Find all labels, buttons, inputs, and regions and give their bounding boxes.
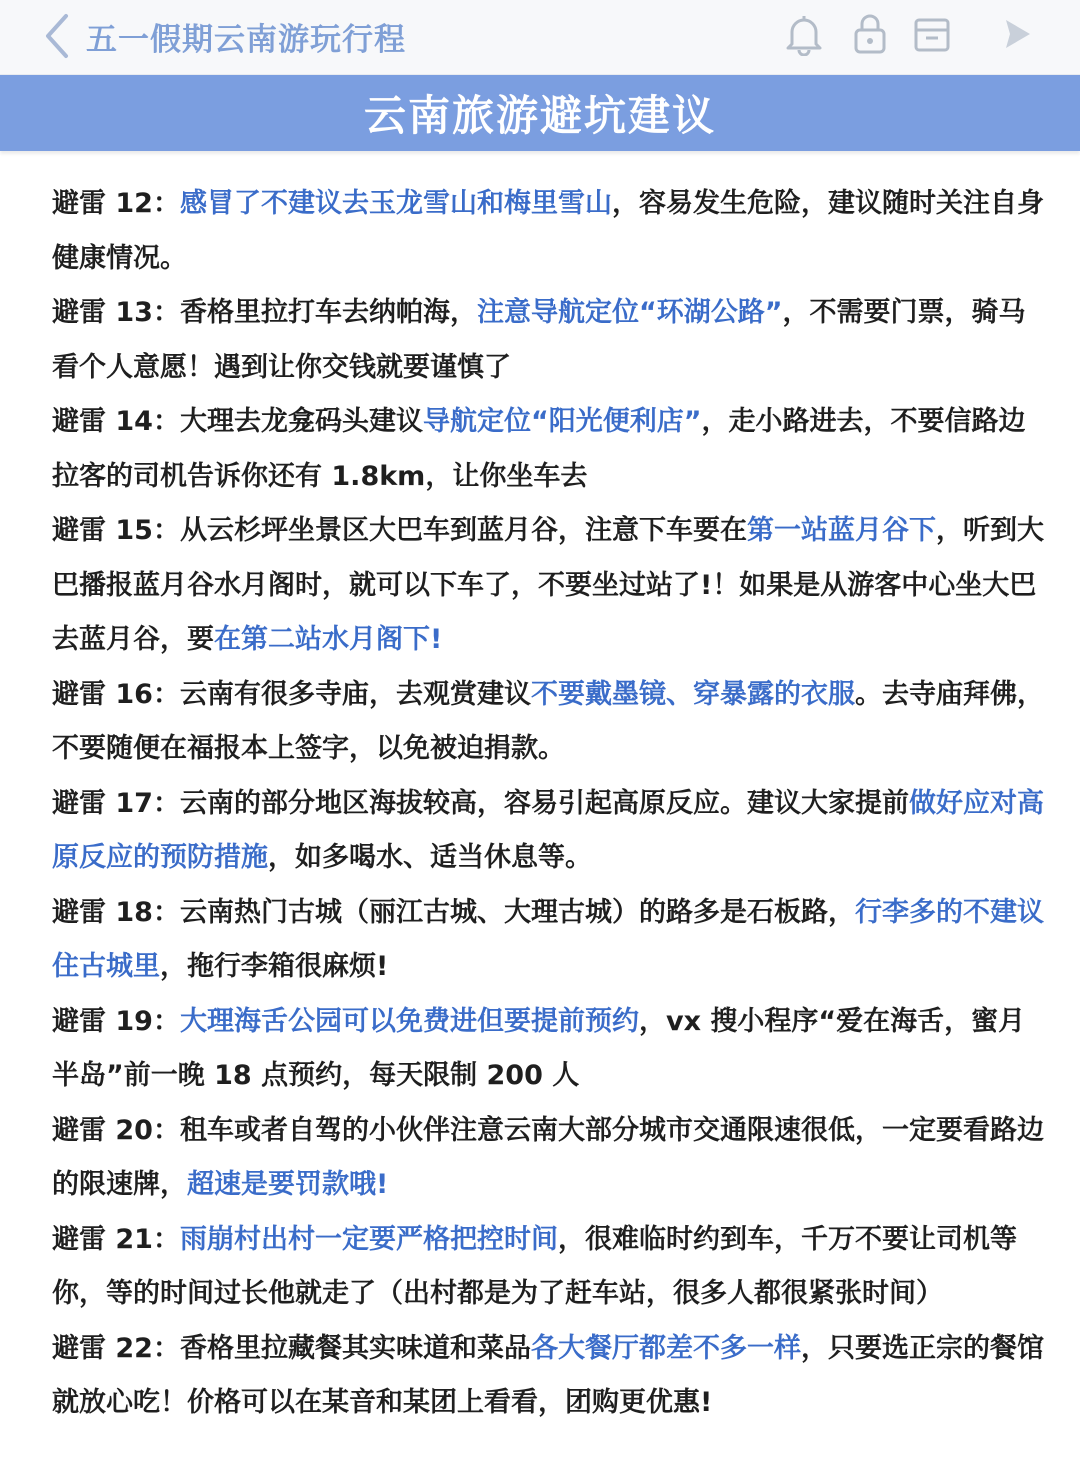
bell-icon[interactable] [784,12,824,56]
banner-title: 云南旅游避坑建议 [363,91,716,140]
tip-highlight-text: 第一站蓝月谷下 [746,515,936,546]
tip-item [52,1322,1046,1431]
tip-text: ，只要选正宗的餐馆就放心吃！价格可以在某音和某团上看看，团购更优惠! [52,1332,1044,1418]
tip-item [52,995,1046,1104]
tip-item [52,177,1046,286]
tip-text: 避雷 16：云南有很多寺庙，去观赏建议 [52,678,531,710]
tip-highlight-text: 各大餐厅都差不多一样 [530,1332,801,1364]
tip-highlight-text: 大理海舌公园可以免费进但要提前预约 [179,1005,639,1037]
tip-item [52,395,1046,504]
tip-text: 避雷 19： [52,1005,180,1037]
tip-text: 避雷 20：租车或者自驾的小伙伴注意云南大部分城市交通限速很低，一定要看路边的限速牌， [52,1114,1044,1200]
tip-text: ，不需要门票，骑马 看个人意愿！遇到让你交钱就要谨慎了 [52,297,1080,383]
archive-icon[interactable] [912,12,952,56]
tip-text: ，容易发生危险，建议随时关注自身健康情况。 [52,188,1044,274]
tip-text: 避雷 12： [52,188,180,219]
tip-item [52,668,1046,777]
tip-highlight-text: 超速是要罚款哦! [187,1169,389,1200]
tips-list [0,151,1080,1431]
tip-highlight-text: 感冒了不建议去玉龙雪山和梅里雪山 [179,188,612,219]
tip-text: ，如多喝水、适当休息等。 [268,842,592,873]
tip-text: 避雷 21： [52,1223,180,1255]
top-navigation-bar [0,0,1080,75]
back-icon[interactable] [42,12,72,60]
tip-text: 避雷 14：大理去龙龛码头建议 [52,406,423,437]
tip-text: ，走小路进去，不要信路边拉客的司机告诉你还有 1.8km，让你坐车去 [52,406,1026,492]
tip-text: ，听到大巴播报蓝月谷水月阁时，就可以下车了，不要坐过站了!！如果是从游客中心坐大巴去蓝月谷，要 [52,515,1044,655]
tip-text: 避雷 18：云南热门古城（丽江古城、大理古城）的路多是石板路， [52,896,855,928]
tip-highlight-text: 做好应对高原反应的预防措施 [52,787,1044,873]
note-title: 五一假期云南游玩行程 [86,22,406,58]
tip-item [52,286,1080,395]
tip-item [52,1213,1046,1322]
tip-item [52,886,1046,995]
tip-text: 避雷 17：云南的部分地区海拔较高，容易引起高原反应。建议大家提前 [52,787,909,819]
tip-item [52,504,1046,668]
lock-icon[interactable] [850,12,890,56]
tip-highlight-text: 雨崩村出村一定要严格把控时间 [179,1223,558,1255]
tip-item [52,1104,1046,1213]
tip-highlight-text: 行李多的不建议住古城里 [52,896,1044,982]
tip-highlight-text: 注意导航定位“环湖公路” [476,297,783,328]
tip-item [52,777,1046,886]
share-icon[interactable] [1000,12,1040,56]
tip-text: ，vx 搜小程序“爱在海舌，蜜月半岛”前一晚 18 点预约，每天限制 200 人 [52,1005,1026,1091]
tip-text: ，拖行李箱很麻烦! [160,951,389,982]
tip-text: 避雷 15：从云杉坪坐景区大巴车到蓝月谷，注意下车要在 [52,515,747,546]
tip-text: 。去寺庙拜佛，不要随便在福报本上签字，以免被迫捐款。 [52,678,1044,764]
tip-highlight-text: 不要戴墨镜、穿暴露的衣服 [530,678,855,710]
section-banner [0,75,1080,151]
tip-text: 避雷 22：香格里拉藏餐其实味道和菜品 [52,1332,531,1364]
tip-highlight-text: 导航定位“阳光便利店” [422,406,702,437]
tip-text: 避雷 13：香格里拉打车去纳帕海， [52,297,477,328]
tip-highlight-text: 在第二站水月阁下! [214,624,443,655]
tip-text: ，很难临时约到车，千万不要让司机等你，等的时间过长他就走了（出村都是为了赶车站，很多人都很紧张时间） [52,1223,1017,1309]
